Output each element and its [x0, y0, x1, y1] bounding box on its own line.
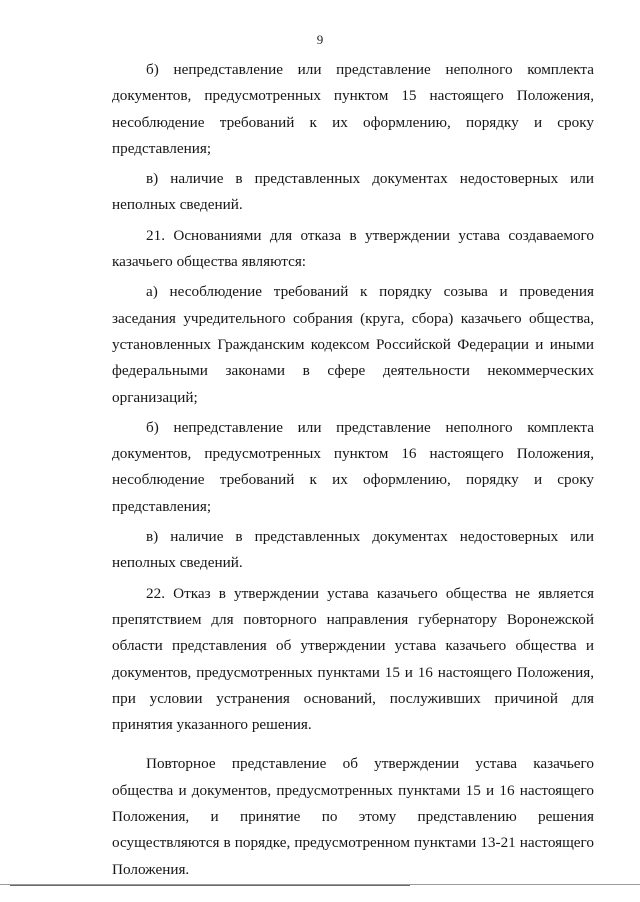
paragraph-a-assembly-requirements: а) несоблюдение требований к порядку созыва и проведения заседания учредительного собрания (круга, сбора) казачьего общества, установленных Гражданским кодексом Российской Федерации и иными федеральными законами в сфере деятельности некоммерческих организаций; [112, 283, 594, 406]
paragraph-b-item-15: б) непредставление или представление неполного комплекта документов, предусмотренных пунктом 15 настоящего Положения, несоблюдение требований к их оформлению, порядку и сроку представления; [112, 61, 594, 157]
paragraph-b-item-16: б) непредставление или представление неполного комплекта документов, предусмотренных пунктом 16 настоящего Положения, несоблюдение требований к их оформлению, порядку и сроку представления; [112, 418, 594, 515]
bottom-scan-edge-dark [10, 885, 410, 886]
paragraph-v-incomplete-data-2: в) наличие в представленных документах недостоверных или неполных сведений. [112, 528, 594, 572]
paragraph-repeat-submission: Повторное представление об утверждении устава казачьего общества и документов, предусмотренных пунктами 15 и 16 настоящего Положения, и принятие по этому представлению решения осуществляются в порядке, предусмотренном пунктами 13-21 настоящего Положения. [112, 755, 594, 878]
document-body [112, 57, 594, 883]
paragraph-21-refusal-grounds: 21. Основаниями для отказа в утверждении устава создаваемого казачьего общества являются: [112, 226, 594, 271]
paragraph-22-refusal-not-obstacle: 22. Отказ в утверждении устава казачьего общества не является препятствием для повторного направления губернатору Воронежской области представления об утверждении устава казачьего общества и документов, предусмотренных пунктами 15 и 16 настоящего Положения, при условии устранения оснований, послуживших причиной для принятия указанного решения. [112, 584, 594, 734]
page-number: 9 [316, 32, 324, 47]
paragraph-v-incomplete-data: в) наличие в представленных документах недостоверных или неполных сведений. [112, 170, 594, 214]
